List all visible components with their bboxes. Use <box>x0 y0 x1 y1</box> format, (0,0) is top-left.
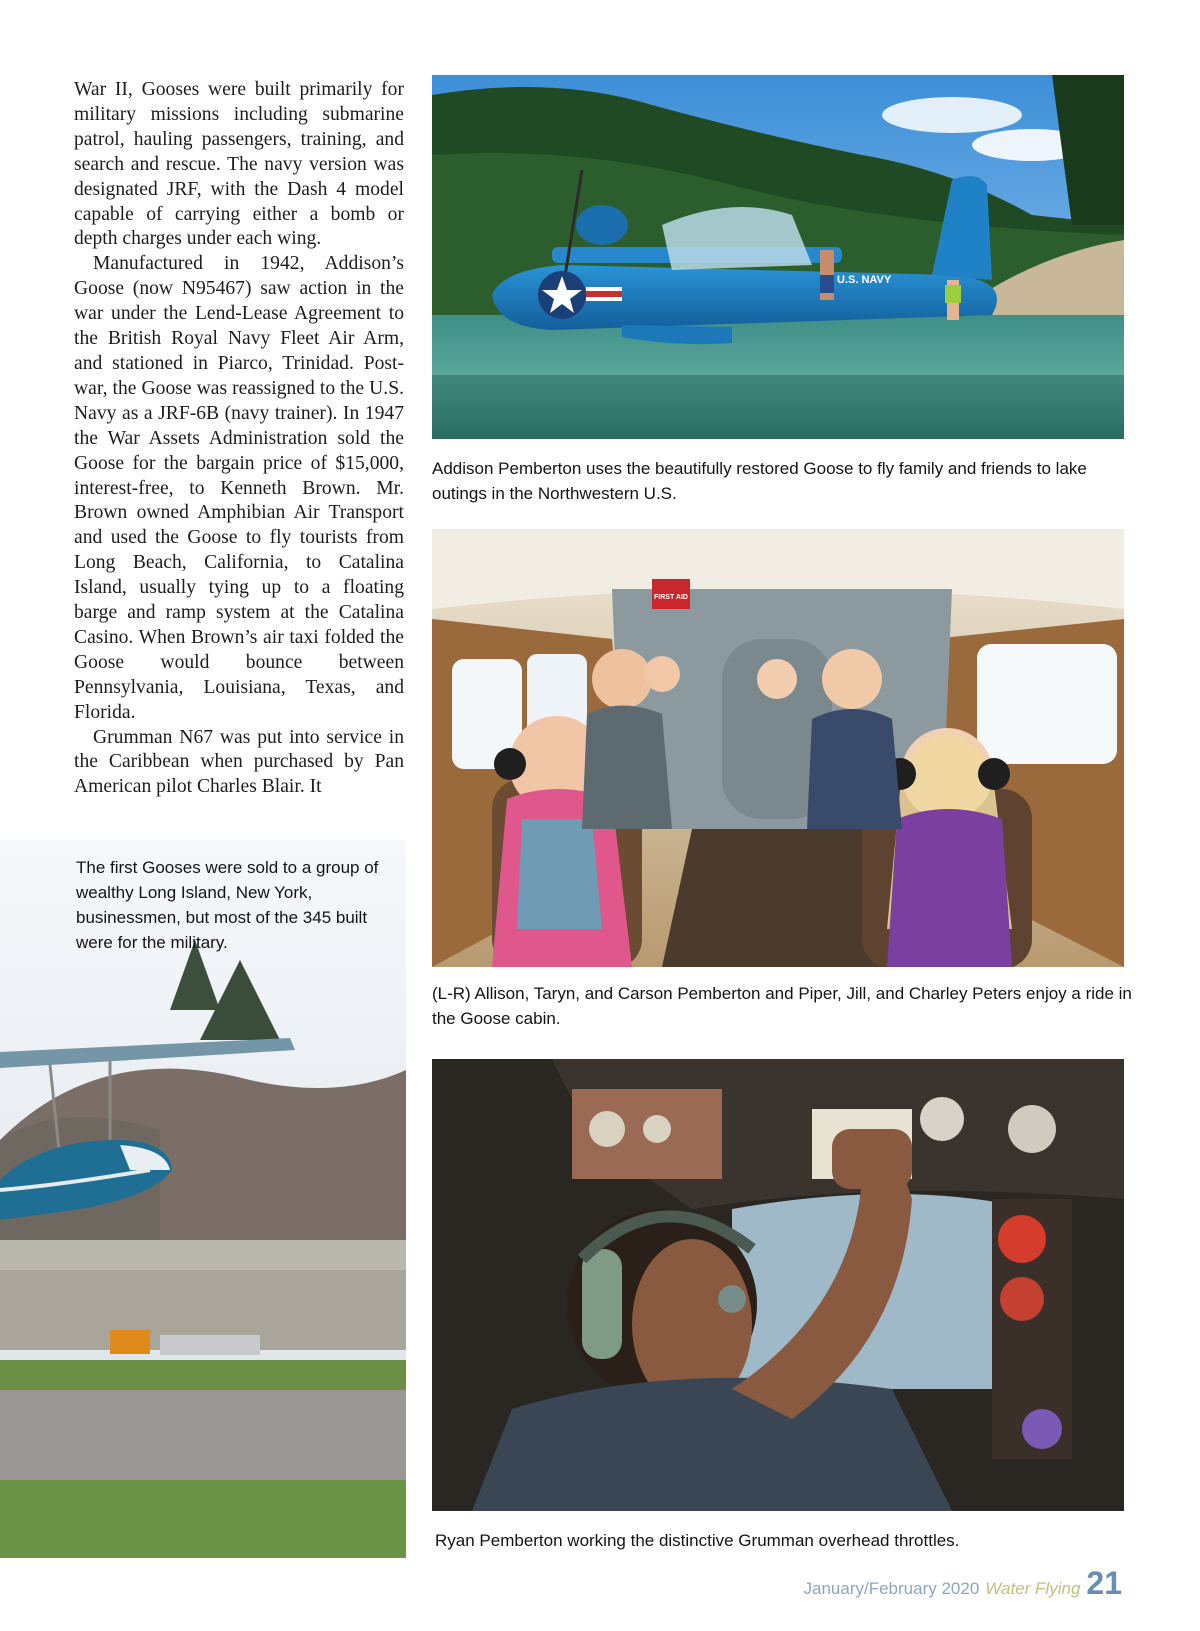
first-aid-sign: FIRST AID <box>654 594 688 601</box>
lake-goose-photo <box>432 75 1124 439</box>
plane-marking: U.S. NAVY <box>837 274 892 286</box>
cockpit-photo <box>432 1059 1124 1511</box>
article-body <box>74 78 404 800</box>
issue-date: January/February 2020 <box>803 1579 980 1598</box>
page-footer <box>803 1565 1122 1601</box>
lake-photo-caption: Addison Pemberton uses the beautifully restored Goose to fly family and friends to lake outings in the Northwestern U.S. <box>432 459 1087 503</box>
page-number: 21 <box>1086 1565 1122 1601</box>
cabin-photo-caption: (L-R) Allison, Taryn, and Carson Pemberton and Piper, Jill, and Charley Peters enjoy a ride in the Goose cabin. <box>432 984 1132 1028</box>
article-paragraph: Manufactured in 1942, Addison’s Goose (now N95467) saw action in the war under the Lend-Lease Agreement to the British Royal Navy Fleet Air Arm, and stationed in Piarco, Trinidad. Post-war, the Goose was reassigned to the U.S. Navy as a JRF-6B (navy trainer). In 1947 the War Assets Administration sold the Goose for the bargain price of $15,000, interest-free, to Kenneth Brown. Mr. Brown owned Amphibian Air Transport and used the Goose to fly tourists from Long Beach, California, to Catalina Island, usually tying up to a floating barge and ramp system at the Catalina Casino. When Brown’s air taxi folded the Goose would bounce between Pennsylvania, Louisiana, Texas, and Florida. <box>74 253 404 723</box>
runway-photo-caption: The first Gooses were sold to a group of wealthy Long Island, New York, businessmen, but most of the 345 built were for the military. <box>76 858 379 952</box>
cabin-photo <box>432 529 1124 967</box>
magazine-name: Water Flying <box>985 1579 1081 1598</box>
article-paragraph: War II, Gooses were built primarily for military missions including submarine patrol, hauling passengers, training, and search and rescue. The navy version was designated JRF, with the Dash 4 model capable of carrying either a bomb or depth charges under each wing. <box>74 79 404 250</box>
cockpit-photo-caption: Ryan Pemberton working the distinctive Grumman overhead throttles. <box>435 1531 960 1550</box>
article-paragraph: Grumman N67 was put into service in the Caribbean when purchased by Pan American pilot Charles Blair. It <box>74 726 404 798</box>
